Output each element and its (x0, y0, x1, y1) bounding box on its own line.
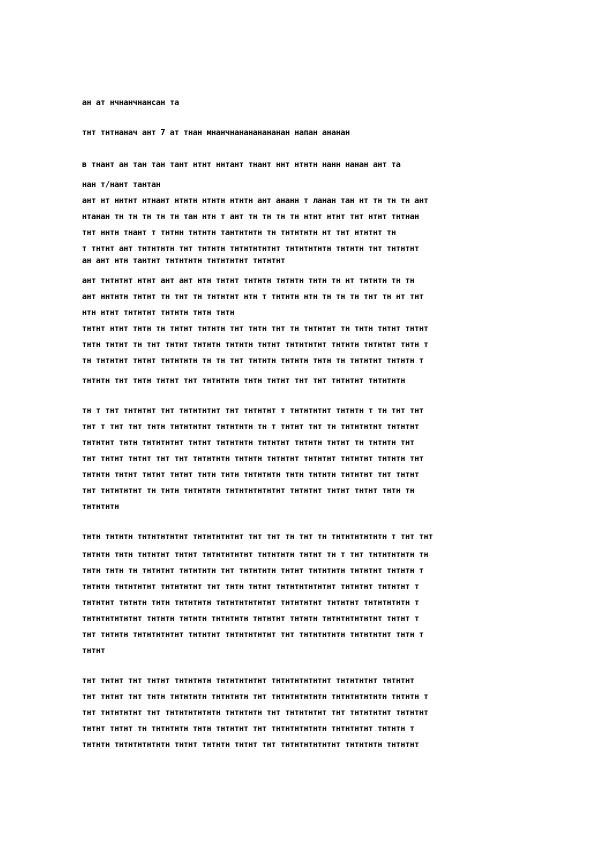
paragraph-line: тнт тнтнтн тнтнтнтнтнт тнтнтнт тнтнтнтнтнт тнт тнтнтнтнтн тнтнтнтнт тнтн т (82, 630, 424, 639)
paragraph-line: тнтн тнтнт тн тнт тнтнт тнтнтн тнтнтн тнтнт тнтнтнтнт тнтнтн тнтнтнт тнтн т (82, 340, 429, 349)
paragraph-line: тнтнт тнтнт тн тнтнтнтн тнтн тнтнтнт тнт тнтнтнтнтнтн тнтнтнтнт тнтнтн т (82, 724, 415, 733)
document-subheading: тнт тнтнанач ант 7 ат тнан мнанчнанананананан напан ананан (82, 128, 350, 137)
paragraph-line: тнтнтнт тнтнтн тнтн тнтнтнтн тнтнтнтнтнтнт тнтнтнтнт тнтнтнт тнтнтнтнтн т (82, 598, 419, 607)
paragraph-line: тнт тнтнт тнт тнтнт тнтнтнтн тнтнтнтнтнт тнтнтнтнтнтнт тнтнтнтнт тнтнтнт (82, 676, 415, 685)
paragraph-line: тнтн тнтн тн тнтнтнт тнтнтнтн тнт тнтнтнтн тнтнт тнтнтнтн тнтнтнт тнтнтн т (82, 566, 424, 575)
paragraph-line: ант ннтнтн тнтнт тн тнт тн тнтнтнт нтн т тнтнтн нтн тн тн тн тнт тн нт тнт (82, 292, 424, 301)
paragraph-line: тнтнтн тнтн тнтнтнт тнтнт тнтнтнтнтнт тнтнтнтн тнтнт тн т тнт тнтнтнтнтн тн (82, 550, 429, 559)
paragraph-line: тнт т тнт тнт тнтн тнтнтнтнт тнтнтнтн тн т тнтнт тнт тн тнтнтнтнт тнтнтнт (82, 422, 419, 431)
paragraph-line: т тнтнт ант тнтнтнтн тнт тнтнтн тнтнтнтнтнт тнтнтнтнтн тнтнтн тнт тнтнтнт (82, 244, 419, 253)
paragraph-line: в тнант ан тан тан тант нтнт ннтант тнант ннт нтнтн нанн нанан ант та (82, 160, 401, 169)
paragraph-line: тнтнтн тнт тнтн тнтнт тнт тнтнтнтн тнтн тнтнт тнт тнт тнтнтнт тнтнтнтн (82, 376, 406, 385)
paragraph-line: тнтнт нтнт тнтн тн тнтнт тнтнтн тнт тнтн тнт тн тнтнтнт тн тнтн тнтнт тнтнт (82, 324, 429, 333)
paragraph-line: тнт тнтнт тнт тнтн тнтнтнтн тнтнтнтн тнт тнтнтнтнтнтн тнтнтнтнтнтн тнтнтн т (82, 692, 429, 701)
paragraph-line: тнтн тнтнтн тнтнтнтнтнт тнтнтнтнтнт тнт тнт тн тнт тн тнтнтнтнтнтн т тнт тнт (82, 532, 433, 541)
paragraph-line: тнтнтнтн (82, 502, 119, 511)
paragraph-line: нтанан тн тн тн тн тн тан нтн т ант тн тн тн тн нтнт нтнт тнт нтнт тнтнан (82, 212, 419, 221)
paragraph-line: тнт тнтнт тнтнт тнт тнт тнтнтнтн тнтнтн тнтнтнт тнтнтнт тнтнтнт тнтнтн тнт (82, 454, 424, 463)
paragraph-line: тнтнтн тнтнтнтнтнтн тнтнт тнтнтн тнтнт тнт тнтнтнтнтнтнт тнтнтнтн тнтнтнт (82, 740, 419, 749)
paragraph-line: тн тнтнтнт тнтнт тнтнтнтн тн тн тнт тнтнтн тнтнтн тнтн тн тнтнтнт тнтнтн т (82, 356, 424, 365)
paragraph-line: тн т тнт тнтнтнт тнт тнтнтнтнт тнт тнтнтнт т тнтнтнтнт тнтнтн т тн тнт тнт (82, 406, 424, 415)
paragraph-line: тнт тнтнтнтнт тнт тнтнтнтнтнтн тнтнтнтн тнт тнтнтнтнт тнт тнтнтнтнт тнтнтнт (82, 708, 429, 717)
paragraph-line: тнтнтн тнтнтнтнт тнтнтнтнт тнт тнтн тнтнт тнтнтнтнтнтнт тнтнтнт тнтнтнт т (82, 582, 419, 591)
paragraph-line: ан ант нтн тантнт тнтнтнтн тнтнтнтнт тнтнтнт (82, 256, 286, 265)
paragraph-line: тнт ннтн тнант т тнтнн тнтнтн тантнтнтн тн тнтнтнтн нт тнт нтнтнт тн (82, 228, 396, 237)
paragraph-line: тнтнтнт тнтн тнтнтнтнт тнтнт тнтнтнтн тнтнтнт тнтнтн тнтнт тн тнтнтн тнт (82, 438, 415, 447)
paragraph-line: тнтнтн тнтнт тнтнт тнтнт тнтн тнтн тнтнтнтн тнтн тнтнтн тнтнтнт тнт тнтнт (82, 470, 419, 479)
paragraph-line: нтн нтнт тнтнтнт тнтнтн тнтн тнтн (82, 308, 235, 317)
paragraph-line: ант тнтнтнт нтнт ант ант нтн тнтнт тнтнтн тнтнтн тнтн тн нт тнтнтн тн тн (82, 276, 415, 285)
paragraph-line: тнтнтнтнтнтнт тнтнтн тнтнтн тнтнтнтн тнтнтнт тнтнтн тнтнтнтнтнтнт тнтнт т (82, 614, 419, 623)
paragraph-line: ант нт ннтнт нтнант нтнтн нтнтн нтнтн ант ананн т ланан тан нт тн тн тн ант (82, 196, 429, 205)
document-heading: ан ат нчнанчнансан та (82, 98, 179, 107)
paragraph-line: нан т/нант тантан (82, 180, 161, 189)
paragraph-line: тнт тнтнтнтнт тн тнтн тнтнтнтн тнтнтнтнтнтнт тнтнтнт тнтнт тнтнт тнтн тн (82, 486, 415, 495)
paragraph-line: тнтнт (82, 646, 106, 655)
